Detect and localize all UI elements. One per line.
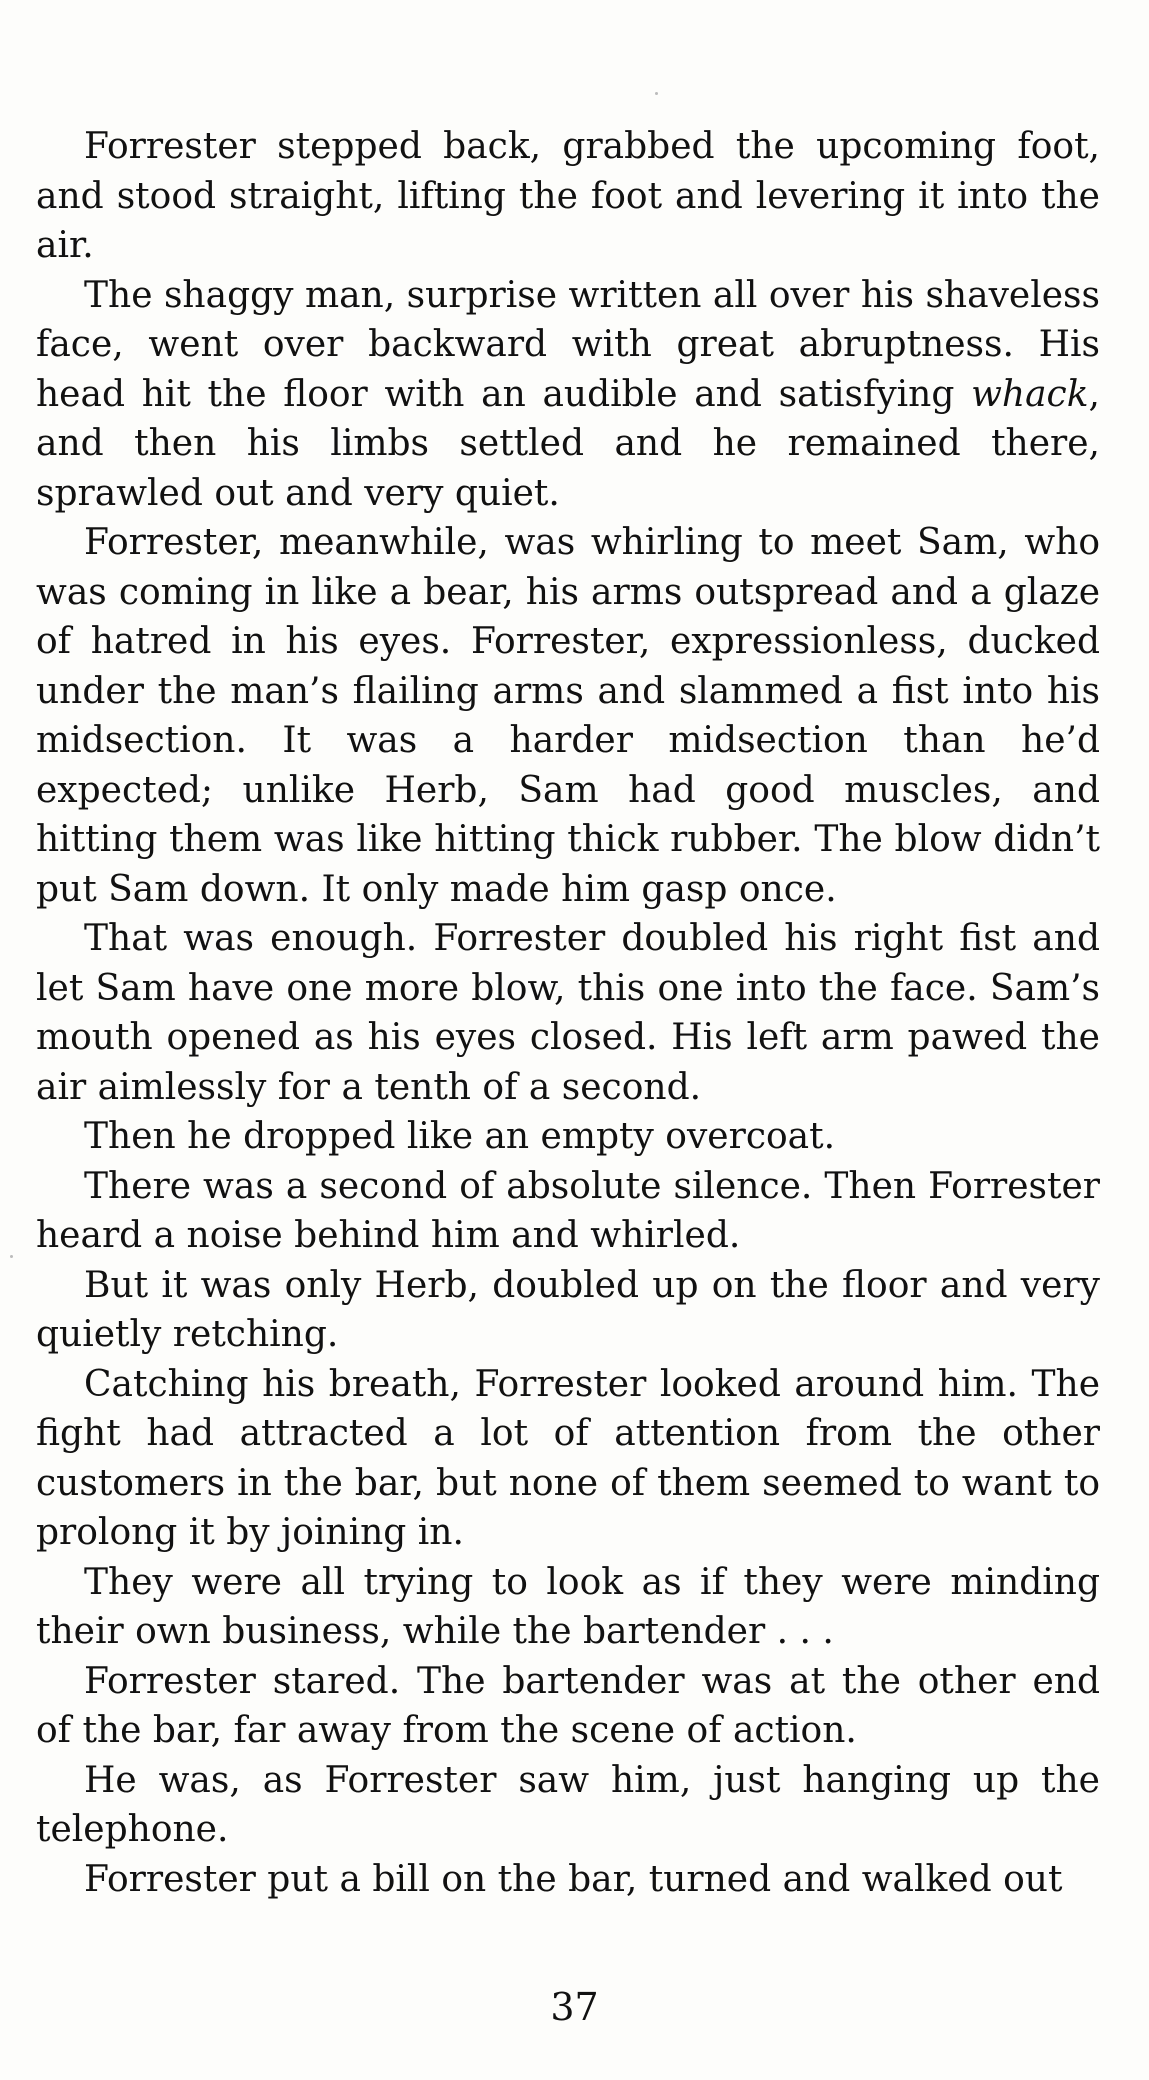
- emphasized-word: whack: [971, 373, 1089, 415]
- paragraph: They were all trying to look as if they were minding their own business, while the bartender . . .: [36, 1561, 1100, 1652]
- paragraph: Forrester stepped back, grabbed the upcoming foot, and stood straight, lifting the foot and levering it into the air.: [36, 126, 1100, 266]
- paragraph: But it was only Herb, doubled up on the floor and very quietly retching.: [36, 1264, 1100, 1355]
- paragraph: Then he dropped like an empty overcoat.: [84, 1116, 836, 1157]
- paragraph: Forrester, meanwhile, was whirling to meet Sam, who was coming in like a bear, his arms outspread and a glaze of hatred in his eyes. Forrester, expressionless, ducked under the man’s flailing arms and slammed a fist into his midsection. It was a harder midsection than he’d expected; unlike Herb, Sam had good muscles, and hitting them was like hitting thick rubber. The blow didn’t put Sam down. It only made him gasp once.: [36, 522, 1100, 910]
- print-speck: [10, 1255, 13, 1258]
- paragraph: Forrester put a bill on the bar, turned and walked out: [84, 1858, 1063, 1900]
- paragraph: That was enough. Forrester doubled his right fist and let Sam have one more blow, this one into the face. Sam’s mouth opened as his eyes closed. His left arm pawed the air aimlessly for a tenth of a second.: [36, 918, 1100, 1108]
- body-text: [36, 122, 1100, 1904]
- paragraph: He was, as Forrester saw him, just hanging up the telephone.: [36, 1759, 1100, 1850]
- page-number: 37: [550, 1985, 599, 2029]
- paragraph: Forrester stared. The bartender was at the other end of the bar, far away from the scene of action.: [36, 1660, 1100, 1751]
- paragraph: There was a second of absolute silence. Then Forrester heard a noise behind him and whirled.: [36, 1165, 1100, 1256]
- print-speck: [655, 92, 658, 95]
- paragraph: The shaggy man, surprise written all over his shaveless face, went over backward with great abruptness. His head hit the floor with an audible and satisfying whack, and then his limbs settled and he remained there, sprawled out and very quiet.: [36, 274, 1100, 514]
- paragraph: Catching his breath, Forrester looked around him. The fight had attracted a lot of attention from the other customers in the bar, but none of them seemed to want to prolong it by joining in.: [36, 1363, 1100, 1553]
